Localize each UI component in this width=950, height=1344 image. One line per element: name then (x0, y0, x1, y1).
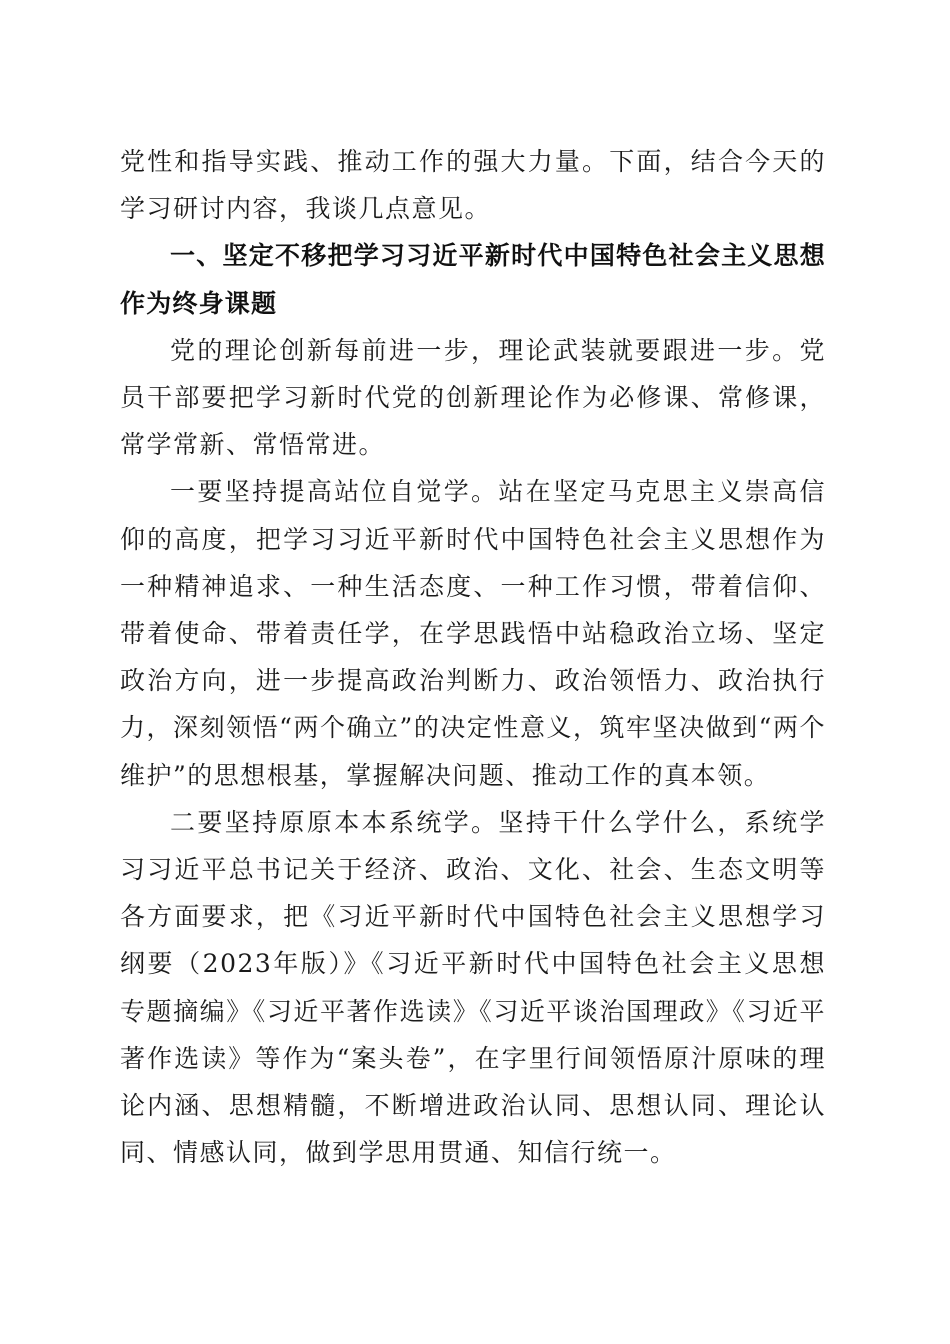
paragraph-intro: 党的理论创新每前进一步，理论武装就要跟进一步。党员干部要把学习新时代党的创新理论作为必修课、常修课，常学常新、常悟常进。 (120, 335, 826, 460)
paragraph-point-one: 一要坚持提高站位自觉学。站在坚定马克思主义崇高信仰的高度，把学习习近平新时代中国特色社会主义思想作为一种精神追求、一种生活态度、一种工作习惯，带着信仰、带着使命、带着责任学，在学思践悟中站稳政治立场、坚定政治方向，进一步提高政治判断力、政治领悟力、政治执行力，深刻领悟“两个确立”的决定性意义，筑牢坚决做到“两个维护”的思想根基，掌握解决问题、推动工作的真本领。 (120, 477, 826, 790)
paragraph-continuation: 党性和指导实践、推动工作的强大力量。下面，结合今天的学习研讨内容，我谈几点意见。 (120, 147, 826, 224)
section-heading: 一、坚定不移把学习习近平新时代中国特色社会主义思想作为终身课题 (120, 241, 826, 318)
document-body (120, 138, 826, 1176)
paragraph-point-two: 二要坚持原原本本系统学。坚持干什么学什么，系统学习习近平总书记关于经济、政治、文化、社会、生态文明等各方面要求，把《习近平新时代中国特色社会主义思想学习纲要（2023年版）》《习近平新时代中国特色社会主义思想专题摘编》《习近平著作选读》《习近平谈治国理政》《习近平著作选读》等作为“案头卷”，在字里行间领悟原汁原味的理论内涵、思想精髓，不断增进政治认同、思想认同、理论认同、情感认同，做到学思用贯通、知信行统一。 (120, 807, 826, 1168)
